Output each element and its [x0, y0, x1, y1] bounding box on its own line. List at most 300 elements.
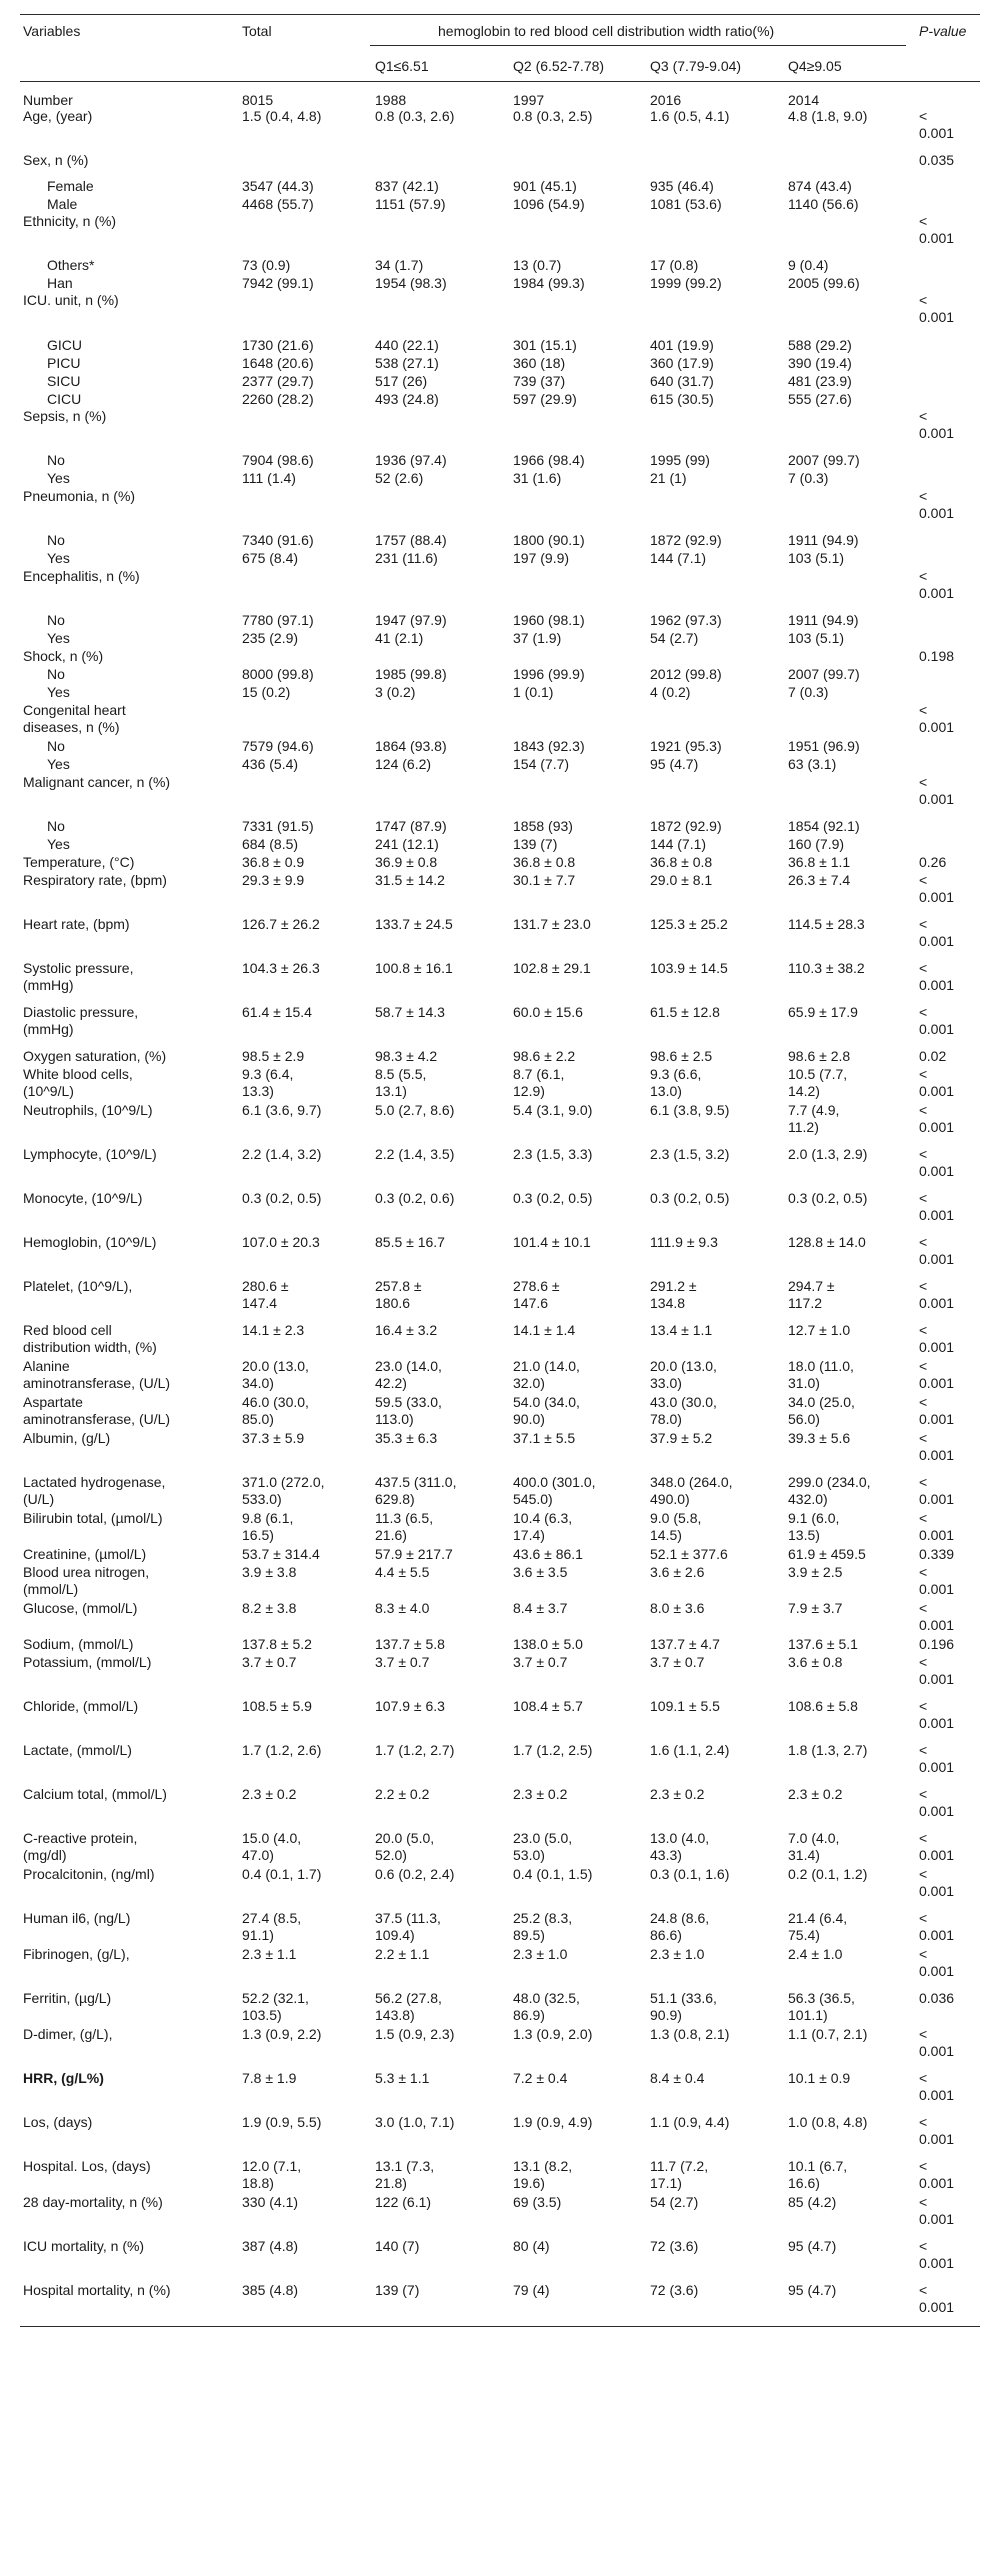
row-p-value: < 0.001	[919, 568, 955, 601]
row-q2: 1966 (98.4)	[513, 452, 585, 468]
row-q2: 13 (0.7)	[513, 257, 562, 273]
row-label: Others*	[47, 257, 95, 273]
row-q2: 79 (4)	[513, 2282, 550, 2298]
row-q3: 103.9 ± 14.5	[650, 960, 728, 976]
row-total: 2.3 ± 1.1	[242, 1946, 297, 1962]
row-total: 7780 (97.1)	[242, 612, 314, 628]
row-label: Potassium, (mmol/L)	[23, 1654, 152, 1670]
row-p-value: < 0.001	[919, 2070, 955, 2103]
header-q3: Q3 (7.79-9.04)	[650, 58, 742, 74]
row-label: Neutrophils, (10^9/L)	[23, 1102, 153, 1118]
row-q3: 72 (3.6)	[650, 2238, 699, 2254]
row-label: Ethnicity, n (%)	[23, 213, 117, 229]
row-total: 0.3 (0.2, 0.5)	[242, 1190, 322, 1206]
row-q2: 1 (0.1)	[513, 684, 554, 700]
row-q4: 1911 (94.9)	[788, 532, 859, 548]
row-total: 280.6 ± 147.4	[242, 1278, 289, 1311]
row-q1: 35.3 ± 6.3	[375, 1430, 438, 1446]
row-q3: 1.1 (0.9, 4.4)	[650, 2114, 730, 2130]
row-total: 7904 (98.6)	[242, 452, 314, 468]
row-label: C-reactive protein, (mg/dl)	[23, 1830, 138, 1863]
row-q4: 9.1 (6.0, 13.5)	[788, 1510, 840, 1543]
row-total: 2.3 ± 0.2	[242, 1786, 297, 1802]
row-q4: 56.3 (36.5, 101.1)	[788, 1990, 855, 2023]
row-q3: 125.3 ± 25.2	[650, 916, 728, 932]
row-q1: 85.5 ± 16.7	[375, 1234, 445, 1250]
row-label: Oxygen saturation, (%)	[23, 1048, 167, 1064]
row-q4: 7.7 (4.9, 11.2)	[788, 1102, 840, 1135]
row-q1: 137.7 ± 5.8	[375, 1636, 445, 1652]
row-q4: 1854 (92.1)	[788, 818, 860, 834]
row-q1: 1936 (97.4)	[375, 452, 447, 468]
row-q2: 739 (37)	[513, 373, 566, 389]
row-p-value: < 0.001	[919, 1234, 955, 1267]
row-label: Heart rate, (bpm)	[23, 916, 130, 932]
row-q4: 39.3 ± 5.6	[788, 1430, 851, 1446]
row-q4: 103 (5.1)	[788, 550, 845, 566]
row-q1: 133.7 ± 24.5	[375, 916, 453, 932]
row-p-value: < 0.001	[919, 1600, 955, 1633]
row-q1: 0.3 (0.2, 0.6)	[375, 1190, 455, 1206]
row-label: Albumin, (g/L)	[23, 1430, 111, 1446]
row-p-value: 0.196	[919, 1636, 955, 1652]
row-total: 684 (8.5)	[242, 836, 299, 852]
row-q4: 2007 (99.7)	[788, 452, 860, 468]
row-label: Hospital mortality, n (%)	[23, 2282, 171, 2298]
row-p-value: < 0.001	[919, 2282, 955, 2315]
row-q3: 1999 (99.2)	[650, 275, 722, 291]
row-q4: 1911 (94.9)	[788, 612, 859, 628]
row-total: 387 (4.8)	[242, 2238, 299, 2254]
row-q2: 400.0 (301.0, 545.0)	[513, 1474, 596, 1507]
row-q2: 1096 (54.9)	[513, 196, 585, 212]
row-q3: 1.3 (0.8, 2.1)	[650, 2026, 730, 2042]
row-total: 2.2 (1.4, 3.2)	[242, 1146, 322, 1162]
row-q4: 1.0 (0.8, 4.8)	[788, 2114, 868, 2130]
row-total: 385 (4.8)	[242, 2282, 299, 2298]
row-total: 46.0 (30.0, 85.0)	[242, 1394, 309, 1427]
row-label: Fibrinogen, (g/L),	[23, 1946, 130, 1962]
row-q1: 140 (7)	[375, 2238, 420, 2254]
row-label: No	[47, 452, 65, 468]
row-q1: 11.3 (6.5, 21.6)	[375, 1510, 434, 1543]
row-q1: 100.8 ± 16.1	[375, 960, 453, 976]
row-p-value: < 0.001	[919, 1564, 955, 1597]
row-total: 52.2 (32.1, 103.5)	[242, 1990, 309, 2023]
row-q3: 61.5 ± 12.8	[650, 1004, 720, 1020]
row-q2: 0.4 (0.1, 1.5)	[513, 1866, 593, 1882]
row-total: 27.4 (8.5, 91.1)	[242, 1910, 302, 1943]
row-q4: 588 (29.2)	[788, 337, 852, 353]
row-q2: 138.0 ± 5.0	[513, 1636, 583, 1652]
row-q2: 131.7 ± 23.0	[513, 916, 591, 932]
row-q3: 1.6 (1.1, 2.4)	[650, 1742, 730, 1758]
row-q2: 60.0 ± 15.6	[513, 1004, 583, 1020]
row-q4: 7 (0.3)	[788, 684, 829, 700]
row-q3: 1921 (95.3)	[650, 738, 722, 754]
row-q2: 102.8 ± 29.1	[513, 960, 591, 976]
row-p-value: < 0.001	[919, 916, 955, 949]
row-q1: 440 (22.1)	[375, 337, 439, 353]
row-total: 436 (5.4)	[242, 756, 299, 772]
row-q4: 1140 (56.6)	[788, 196, 859, 212]
row-label: Hemoglobin, (10^9/L)	[23, 1234, 157, 1250]
row-total: 8015	[242, 92, 274, 108]
row-q4: 2007 (99.7)	[788, 666, 860, 682]
row-label: Sex, n (%)	[23, 152, 89, 168]
row-q3: 54 (2.7)	[650, 2194, 699, 2210]
row-total: 235 (2.9)	[242, 630, 299, 646]
row-q1: 1.7 (1.2, 2.7)	[375, 1742, 455, 1758]
row-q3: 615 (30.5)	[650, 391, 714, 407]
row-q3: 2.3 ± 1.0	[650, 1946, 705, 1962]
row-label: GICU	[47, 337, 82, 353]
row-total: 37.3 ± 5.9	[242, 1430, 305, 1446]
row-label: Lactated hydrogenase, (U/L)	[23, 1474, 166, 1507]
row-q3: 111.9 ± 9.3	[650, 1234, 718, 1250]
row-q2: 597 (29.9)	[513, 391, 577, 407]
row-q4: 160 (7.9)	[788, 836, 845, 852]
row-q2: 36.8 ± 0.8	[513, 854, 576, 870]
row-q2: 1984 (99.3)	[513, 275, 585, 291]
row-total: 111 (1.4)	[242, 470, 296, 486]
row-q1: 2.2 ± 1.1	[375, 1946, 430, 1962]
row-q3: 2012 (99.8)	[650, 666, 722, 682]
row-q2: 37 (1.9)	[513, 630, 562, 646]
row-p-value: < 0.001	[919, 1510, 955, 1543]
row-p-value: < 0.001	[919, 1394, 955, 1427]
row-q4: 7 (0.3)	[788, 470, 829, 486]
row-q2: 37.1 ± 5.5	[513, 1430, 576, 1446]
row-q1: 41 (2.1)	[375, 630, 424, 646]
row-total: 15.0 (4.0, 47.0)	[242, 1830, 302, 1863]
row-total: 1648 (20.6)	[242, 355, 314, 371]
row-label: Chloride, (mmol/L)	[23, 1698, 139, 1714]
row-q2: 23.0 (5.0, 53.0)	[513, 1830, 573, 1863]
row-p-value: < 0.001	[919, 1146, 955, 1179]
row-q3: 0.3 (0.2, 0.5)	[650, 1190, 730, 1206]
row-q1: 1864 (93.8)	[375, 738, 447, 754]
row-label: Blood urea nitrogen, (mmol/L)	[23, 1564, 150, 1597]
row-label: No	[47, 818, 65, 834]
row-q3: 20.0 (13.0, 33.0)	[650, 1358, 717, 1391]
row-label: Creatinine, (µmol/L)	[23, 1546, 147, 1562]
row-p-value: < 0.001	[919, 1004, 955, 1037]
row-label: Sodium, (mmol/L)	[23, 1636, 134, 1652]
row-p-value: 0.339	[919, 1546, 955, 1562]
row-q4: 2014	[788, 92, 820, 108]
row-total: 104.3 ± 26.3	[242, 960, 320, 976]
row-q3: 37.9 ± 5.2	[650, 1430, 713, 1446]
row-q3: 109.1 ± 5.5	[650, 1698, 720, 1714]
row-q2: 54.0 (34.0, 90.0)	[513, 1394, 580, 1427]
row-p-value: < 0.001	[919, 1742, 955, 1775]
row-q4: 95 (4.7)	[788, 2238, 837, 2254]
row-q2: 1960 (98.1)	[513, 612, 585, 628]
row-q2: 10.4 (6.3, 17.4)	[513, 1510, 573, 1543]
row-total: 3547 (44.3)	[242, 178, 314, 194]
row-label: Shock, n (%)	[23, 648, 104, 664]
row-p-value: < 0.001	[919, 1830, 955, 1863]
row-label: Alanine aminotransferase, (U/L)	[23, 1358, 171, 1391]
row-q4: 3.9 ± 2.5	[788, 1564, 843, 1580]
header-q4: Q4≥9.05	[788, 58, 842, 74]
row-label: Temperature, (°C)	[23, 854, 135, 870]
header-q2: Q2 (6.52-7.78)	[513, 58, 605, 74]
row-total: 3.7 ± 0.7	[242, 1654, 297, 1670]
row-q4: 555 (27.6)	[788, 391, 852, 407]
row-label: Yes	[47, 470, 70, 486]
row-q1: 538 (27.1)	[375, 355, 439, 371]
row-total: 7579 (94.6)	[242, 738, 314, 754]
row-q1: 34 (1.7)	[375, 257, 424, 273]
row-label: CICU	[47, 391, 82, 407]
row-label: Hospital. Los, (days)	[23, 2158, 151, 2174]
row-q2: 0.8 (0.3, 2.5)	[513, 108, 593, 124]
row-total: 8.2 ± 3.8	[242, 1600, 297, 1616]
row-q4: 114.5 ± 28.3	[788, 916, 865, 932]
row-q4: 2.4 ± 1.0	[788, 1946, 843, 1962]
row-q4: 1.1 (0.7, 2.1)	[788, 2026, 868, 2042]
row-q1: 517 (26)	[375, 373, 428, 389]
row-q4: 128.8 ± 14.0	[788, 1234, 866, 1250]
row-total: 1730 (21.6)	[242, 337, 314, 353]
row-total: 8000 (99.8)	[242, 666, 314, 682]
row-q2: 48.0 (32.5, 86.9)	[513, 1990, 580, 2023]
row-label: Calcium total, (mmol/L)	[23, 1786, 167, 1802]
row-q4: 103 (5.1)	[788, 630, 845, 646]
row-q3: 2016	[650, 92, 682, 108]
row-q2: 2.3 ± 0.2	[513, 1786, 568, 1802]
row-q2: 1997	[513, 92, 545, 108]
row-total: 36.8 ± 0.9	[242, 854, 305, 870]
row-label: No	[47, 532, 65, 548]
row-q2: 1800 (90.1)	[513, 532, 585, 548]
row-q3: 1872 (92.9)	[650, 532, 722, 548]
row-p-value: 0.02	[919, 1048, 947, 1064]
row-label: Lactate, (mmol/L)	[23, 1742, 132, 1758]
row-p-value: < 0.001	[919, 960, 955, 993]
row-label: HRR, (g/L%)	[23, 2070, 104, 2086]
row-label: Encephalitis, n (%)	[23, 568, 140, 584]
row-total: 108.5 ± 5.9	[242, 1698, 312, 1714]
row-q1: 23.0 (14.0, 42.2)	[375, 1358, 442, 1391]
row-q1: 139 (7)	[375, 2282, 420, 2298]
row-q3: 1872 (92.9)	[650, 818, 722, 834]
row-q4: 0.3 (0.2, 0.5)	[788, 1190, 868, 1206]
row-q1: 56.2 (27.8, 143.8)	[375, 1990, 442, 2023]
row-q2: 5.4 (3.1, 9.0)	[513, 1102, 593, 1118]
row-p-value: 0.26	[919, 854, 947, 870]
row-q4: 299.0 (234.0, 432.0)	[788, 1474, 871, 1507]
row-q4: 10.5 (7.7, 14.2)	[788, 1066, 848, 1099]
header-p-value: P-value	[919, 23, 967, 39]
row-q3: 4 (0.2)	[650, 684, 691, 700]
row-label: Yes	[47, 684, 70, 700]
row-q4: 10.1 ± 0.9	[788, 2070, 851, 2086]
row-p-value: < 0.001	[919, 1910, 955, 1943]
row-label: No	[47, 738, 65, 754]
row-q1: 2.2 ± 0.2	[375, 1786, 430, 1802]
row-q3: 13.4 ± 1.1	[650, 1322, 713, 1338]
row-q2: 0.3 (0.2, 0.5)	[513, 1190, 593, 1206]
row-q3: 137.7 ± 4.7	[650, 1636, 720, 1652]
row-total: 7331 (91.5)	[242, 818, 314, 834]
row-q3: 95 (4.7)	[650, 756, 699, 772]
row-q4: 36.8 ± 1.1	[788, 854, 851, 870]
row-q2: 43.6 ± 86.1	[513, 1546, 583, 1562]
header-total: Total	[242, 23, 272, 39]
row-q2: 7.2 ± 0.4	[513, 2070, 568, 2086]
row-label: Aspartate aminotransferase, (U/L)	[23, 1394, 171, 1427]
row-q2: 197 (9.9)	[513, 550, 570, 566]
row-q3: 401 (19.9)	[650, 337, 714, 353]
row-total: 126.7 ± 26.2	[242, 916, 320, 932]
row-p-value: < 0.001	[919, 1278, 955, 1311]
row-label: ICU mortality, n (%)	[23, 2238, 145, 2254]
row-q2: 21.0 (14.0, 32.0)	[513, 1358, 580, 1391]
row-p-value: < 0.001	[919, 1654, 955, 1687]
row-label: Pneumonia, n (%)	[23, 488, 136, 504]
row-total: 9.8 (6.1, 16.5)	[242, 1510, 294, 1543]
row-p-value: < 0.001	[919, 1066, 955, 1099]
top-rule	[20, 14, 980, 15]
row-label: Malignant cancer, n (%)	[23, 774, 171, 790]
row-p-value: < 0.001	[919, 2158, 955, 2191]
row-q4: 294.7 ± 117.2	[788, 1278, 835, 1311]
row-q2: 8.4 ± 3.7	[513, 1600, 568, 1616]
row-p-value: < 0.001	[919, 702, 955, 735]
row-q1: 20.0 (5.0, 52.0)	[375, 1830, 435, 1863]
row-total: 14.1 ± 2.3	[242, 1322, 305, 1338]
row-p-value: < 0.001	[919, 872, 955, 905]
row-q4: 137.6 ± 5.1	[788, 1636, 858, 1652]
row-total: 371.0 (272.0, 533.0)	[242, 1474, 325, 1507]
row-label: SICU	[47, 373, 81, 389]
row-q4: 108.6 ± 5.8	[788, 1698, 858, 1714]
row-q4: 1.8 (1.3, 2.7)	[788, 1742, 868, 1758]
row-p-value: < 0.001	[919, 1474, 955, 1507]
row-label: Los, (days)	[23, 2114, 93, 2130]
row-p-value: < 0.001	[919, 2238, 955, 2271]
row-q1: 36.9 ± 0.8	[375, 854, 438, 870]
row-label: Number	[23, 92, 73, 108]
row-q4: 34.0 (25.0, 56.0)	[788, 1394, 855, 1427]
header-q1: Q1≤6.51	[375, 58, 429, 74]
row-q3: 3.6 ± 2.6	[650, 1564, 705, 1580]
row-q1: 257.8 ± 180.6	[375, 1278, 422, 1311]
row-q1: 124 (6.2)	[375, 756, 432, 772]
row-label: Yes	[47, 550, 70, 566]
row-p-value: < 0.001	[919, 774, 955, 807]
row-q4: 10.1 (6.7, 16.6)	[788, 2158, 848, 2191]
row-p-value: < 0.001	[919, 1698, 955, 1731]
row-total: 7.8 ± 1.9	[242, 2070, 297, 2086]
row-q3: 52.1 ± 377.6	[650, 1546, 728, 1562]
row-q2: 360 (18)	[513, 355, 566, 371]
row-q1: 107.9 ± 6.3	[375, 1698, 445, 1714]
row-label: ICU. unit, n (%)	[23, 292, 119, 308]
row-total: 1.5 (0.4, 4.8)	[242, 108, 322, 124]
row-q3: 935 (46.4)	[650, 178, 714, 194]
row-q3: 1081 (53.6)	[650, 196, 722, 212]
row-total: 107.0 ± 20.3	[242, 1234, 320, 1250]
row-q3: 144 (7.1)	[650, 550, 707, 566]
bottom-rule	[20, 2326, 980, 2327]
row-total: 61.4 ± 15.4	[242, 1004, 312, 1020]
row-q2: 3.6 ± 3.5	[513, 1564, 568, 1580]
row-p-value: < 0.001	[919, 1946, 955, 1979]
row-q3: 54 (2.7)	[650, 630, 699, 646]
row-q2: 139 (7)	[513, 836, 558, 852]
row-p-value: < 0.001	[919, 2026, 955, 2059]
row-p-value: < 0.001	[919, 108, 955, 141]
row-q4: 2.0 (1.3, 2.9)	[788, 1146, 868, 1162]
row-q1: 241 (12.1)	[375, 836, 439, 852]
row-q1: 1151 (57.9)	[375, 196, 446, 212]
row-q3: 51.1 (33.6, 90.9)	[650, 1990, 717, 2023]
row-p-value: 0.198	[919, 648, 955, 664]
row-q3: 640 (31.7)	[650, 373, 714, 389]
row-q2: 13.1 (8.2, 19.6)	[513, 2158, 573, 2191]
row-q3: 2.3 (1.5, 3.2)	[650, 1146, 730, 1162]
row-q3: 72 (3.6)	[650, 2282, 699, 2298]
row-q2: 301 (15.1)	[513, 337, 577, 353]
row-q1: 1988	[375, 92, 407, 108]
row-q2: 901 (45.1)	[513, 178, 577, 194]
row-total: 12.0 (7.1, 18.8)	[242, 2158, 302, 2191]
row-label: No	[47, 666, 65, 682]
row-q3: 98.6 ± 2.5	[650, 1048, 713, 1064]
row-q1: 57.9 ± 217.7	[375, 1546, 453, 1562]
row-total: 330 (4.1)	[242, 2194, 299, 2210]
row-label: Congenital heart diseases, n (%)	[23, 702, 126, 735]
row-q4: 18.0 (11.0, 31.0)	[788, 1358, 854, 1391]
row-q1: 0.6 (0.2, 2.4)	[375, 1866, 455, 1882]
row-q2: 1996 (99.9)	[513, 666, 585, 682]
row-q1: 1985 (99.8)	[375, 666, 447, 682]
row-label: Monocyte, (10^9/L)	[23, 1190, 143, 1206]
row-q3: 24.8 (8.6, 86.6)	[650, 1910, 710, 1943]
row-q3: 3.7 ± 0.7	[650, 1654, 705, 1670]
row-label: 28 day-mortality, n (%)	[23, 2194, 163, 2210]
row-q3: 291.2 ± 134.8	[650, 1278, 697, 1311]
row-total: 4468 (55.7)	[242, 196, 314, 212]
row-q1: 31.5 ± 14.2	[375, 872, 445, 888]
row-label: Female	[47, 178, 94, 194]
row-q3: 17 (0.8)	[650, 257, 699, 273]
row-total: 9.3 (6.4, 13.3)	[242, 1066, 294, 1099]
row-q2: 101.4 ± 10.1	[513, 1234, 591, 1250]
row-q3: 348.0 (264.0, 490.0)	[650, 1474, 733, 1507]
row-p-value: < 0.001	[919, 1358, 955, 1391]
row-label: Glucose, (mmol/L)	[23, 1600, 138, 1616]
row-q1: 1.5 (0.9, 2.3)	[375, 2026, 455, 2042]
row-q3: 1995 (99)	[650, 452, 710, 468]
row-label: Lymphocyte, (10^9/L)	[23, 1146, 157, 1162]
row-q2: 1.9 (0.9, 4.9)	[513, 2114, 593, 2130]
row-label: Procalcitonin, (ng/ml)	[23, 1866, 155, 1882]
row-label: Bilirubin total, (µmol/L)	[23, 1510, 163, 1526]
row-q3: 144 (7.1)	[650, 836, 707, 852]
row-q1: 122 (6.1)	[375, 2194, 432, 2210]
row-q3: 43.0 (30.0, 78.0)	[650, 1394, 717, 1427]
row-q2: 154 (7.7)	[513, 756, 570, 772]
row-total: 3.9 ± 3.8	[242, 1564, 297, 1580]
row-q3: 0.3 (0.1, 1.6)	[650, 1866, 730, 1882]
row-label: Han	[47, 275, 73, 291]
row-p-value: 0.035	[919, 152, 955, 168]
